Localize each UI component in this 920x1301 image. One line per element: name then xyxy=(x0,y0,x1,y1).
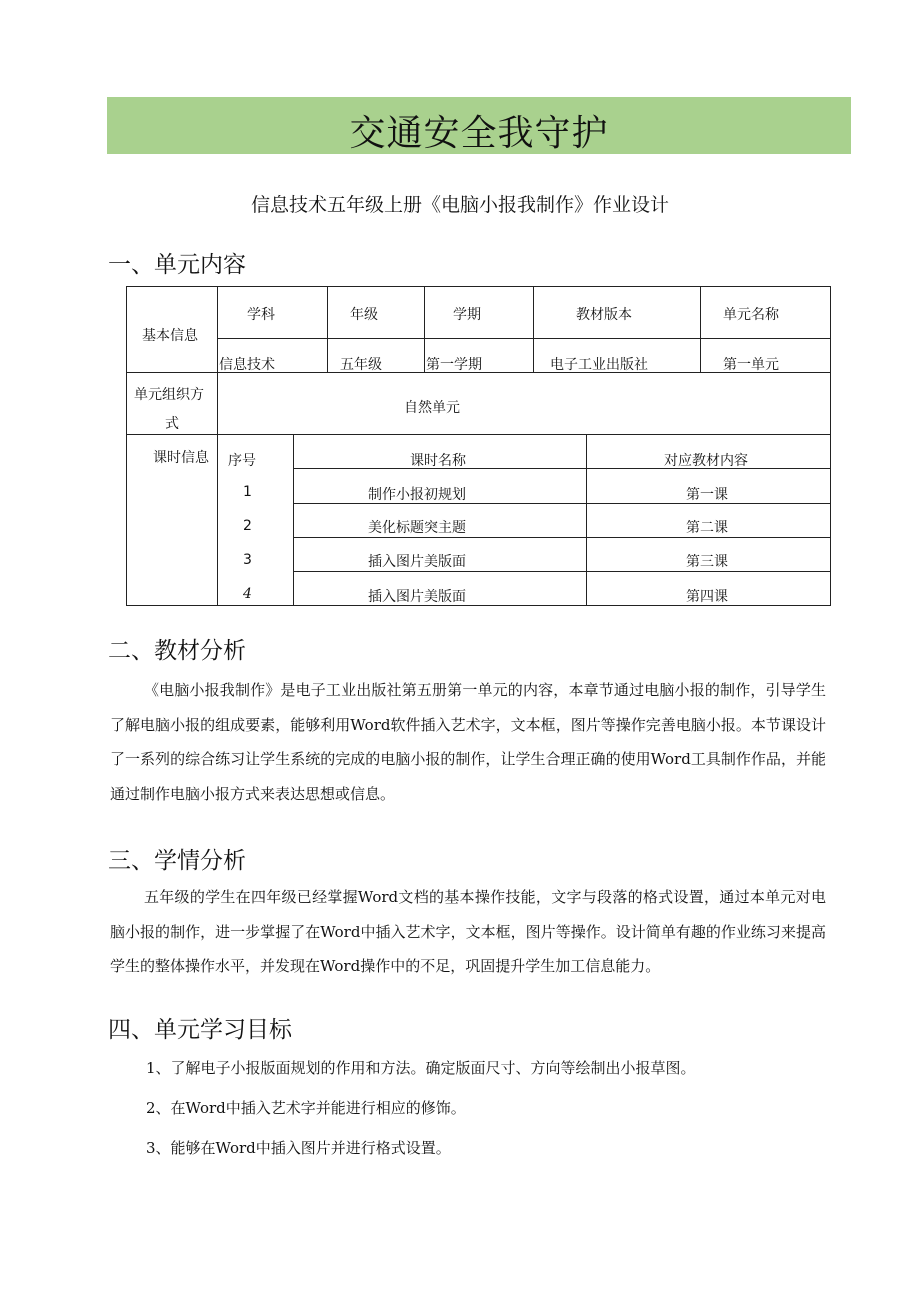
lesson-header-name: 课时名称 xyxy=(410,453,466,469)
header-unit-name: 单元名称 xyxy=(723,307,779,323)
lesson-header-content: 对应教材内容 xyxy=(664,453,748,469)
learning-goal-item: 2、在Word中插入艺术字并能进行相应的修饰。 xyxy=(146,1099,466,1117)
org-value: 自然单元 xyxy=(404,400,460,416)
lesson-name: 插入图片美版面 xyxy=(368,554,466,570)
lesson-number: 2 xyxy=(243,518,252,534)
lesson-name: 插入图片美版面 xyxy=(368,589,466,605)
value-subject: 信息技术 xyxy=(219,357,275,373)
lesson-info-label: 课时信息 xyxy=(153,450,209,466)
lesson-number: 1 xyxy=(243,484,252,500)
textbook-analysis-paragraph: 《电脑小报我制作》是电子工业出版社第五册第一单元的内容，本章节通过电脑小报的制作，引导学生了解电脑小报的组成要素，能够利用Word软件插入艺术字，文本框，图片等操作完善电脑小报。本节课设计了一系列的综合练习让学生系统的完成的电脑小报的制作，让学生合理正确的使用Word工具制作作品，并能通过制作电脑小报方式来表达思想或信息。 xyxy=(110,681,826,803)
document-title: 交通安全我守护 xyxy=(349,113,609,154)
student-analysis-paragraph: 五年级的学生在四年级已经掌握Word文档的基本操作技能，文字与段落的格式设置，通过本单元对电脑小报的制作，进一步掌握了在Word中插入艺术字，文本框，图片等操作。设计简单有趣的作业练习来提高学生的整体操作水平，并发现在Word操作中的不足，巩固提升学生加工信息能力。 xyxy=(110,888,826,975)
org-label-line1: 单元组织方 xyxy=(134,387,204,403)
value-grade: 五年级 xyxy=(340,357,382,373)
section-heading-student-analysis: 三、学情分析 xyxy=(108,848,246,874)
value-semester: 第一学期 xyxy=(426,357,482,373)
lesson-content: 第三课 xyxy=(686,554,728,570)
lesson-number: 3 xyxy=(243,552,252,568)
value-textbook-version: 电子工业出版社 xyxy=(550,357,648,373)
section-heading-learning-goals: 四、单元学习目标 xyxy=(108,1017,292,1043)
lesson-name: 美化标题突主题 xyxy=(368,520,466,536)
lesson-content: 第二课 xyxy=(686,520,728,536)
document-subtitle: 信息技术五年级上册《电脑小报我制作》作业设计 xyxy=(250,194,669,216)
lesson-number: 4 xyxy=(243,586,252,602)
header-textbook-version: 教材版本 xyxy=(576,307,632,323)
lesson-header-number: 序号 xyxy=(228,453,256,469)
lesson-content: 第一课 xyxy=(686,487,728,503)
lesson-name: 制作小报初规划 xyxy=(368,487,466,503)
header-grade: 年级 xyxy=(350,307,378,323)
value-unit-name: 第一单元 xyxy=(723,357,779,373)
section-heading-unit-content: 一、单元内容 xyxy=(108,252,246,278)
learning-goal-item: 1、了解电子小报版面规划的作用和方法。确定版面尺寸、方向等绘制出小报草图。 xyxy=(146,1059,696,1077)
lesson-content: 第四课 xyxy=(686,589,728,605)
section-heading-textbook-analysis: 二、教材分析 xyxy=(108,638,246,664)
header-semester: 学期 xyxy=(453,307,481,323)
basic-info-label: 基本信息 xyxy=(142,328,198,344)
learning-goal-item: 3、能够在Word中插入图片并进行格式设置。 xyxy=(146,1139,451,1157)
header-subject: 学科 xyxy=(247,307,275,323)
org-label-line2: 式 xyxy=(165,416,179,432)
